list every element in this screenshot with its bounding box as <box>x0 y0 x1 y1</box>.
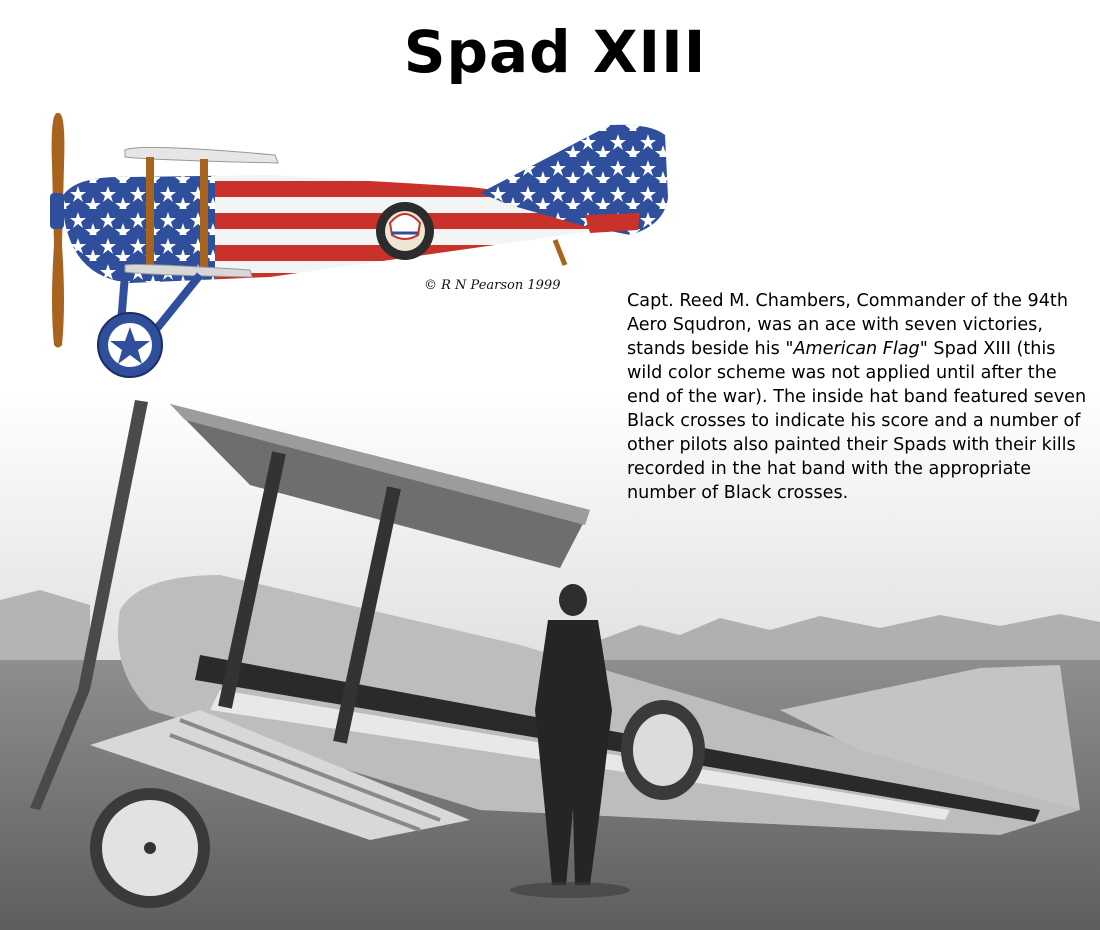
caption-text: Capt. Reed M. Chambers, Commander of the 94th Aero Squdron, was an ace with seven victories, stands beside his <box>627 291 1068 359</box>
caption-emphasis: "American Flag" <box>785 339 928 359</box>
page-title: Spad XIII <box>403 18 707 86</box>
caption-text-continued: Spad XIII (this wild color scheme was not applied until after the end of the war). The inside hat band featured seven Black crosses to indicate his score and a number of other pilots also painted their Spads with their kills recorded in the hat band with the appropriate number of Black crosses. <box>627 339 1087 503</box>
artist-credit: © R N Pearson 1999 <box>424 278 561 293</box>
photo-caption <box>627 289 1087 505</box>
aircraft-profile-illustration <box>40 105 680 390</box>
